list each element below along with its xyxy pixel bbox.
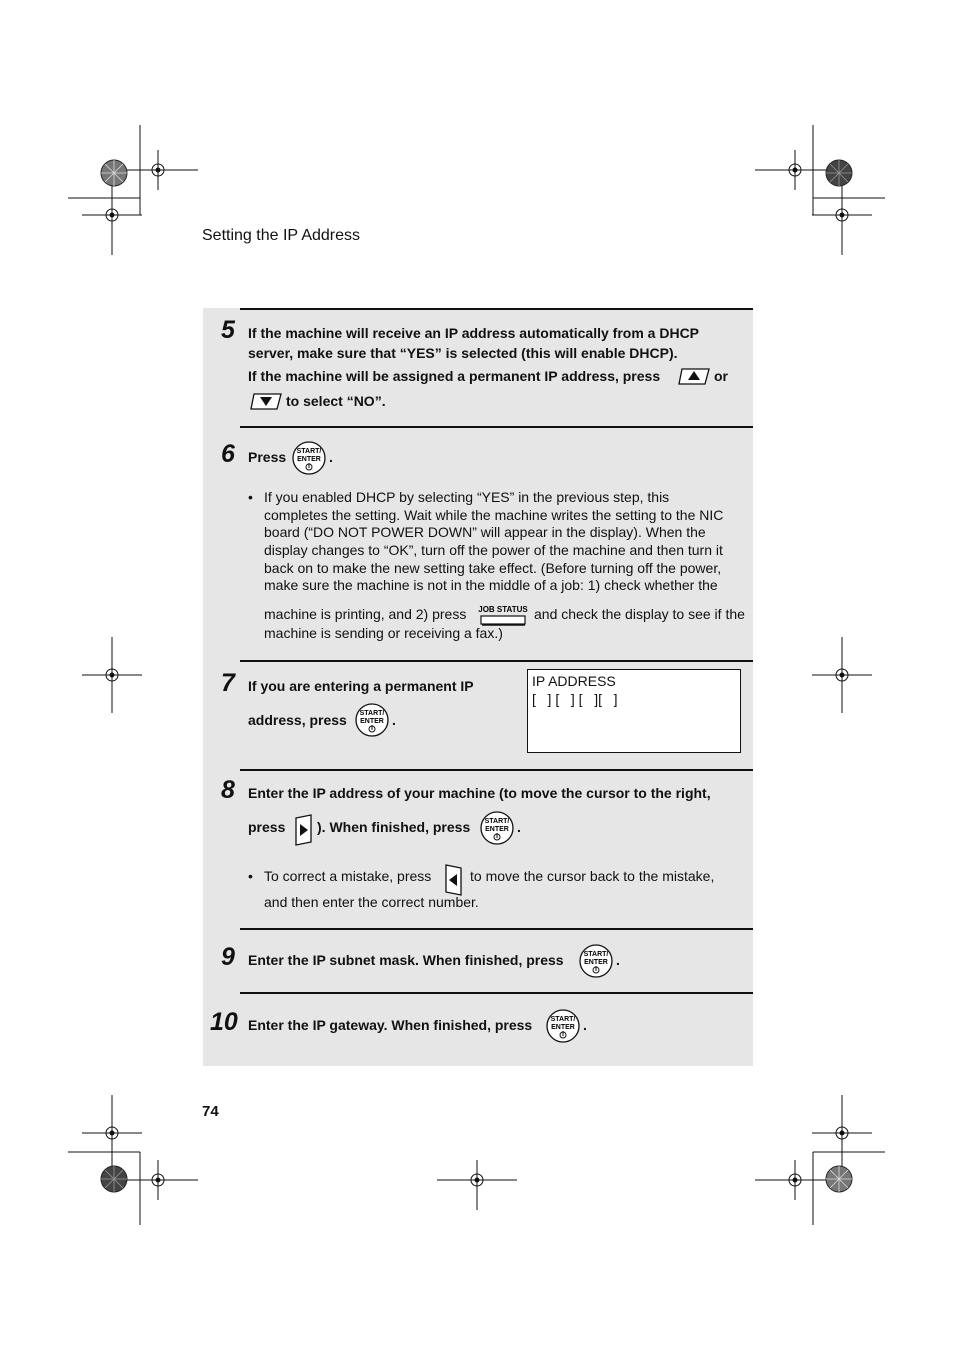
start-enter-key-icon <box>480 811 514 845</box>
up-arrow-key-icon <box>678 367 710 386</box>
step-text: Enter the IP address of your machine (to move the cursor to the right, <box>248 785 711 801</box>
lcd-line: [ ] [ ] [ ][ ] <box>532 691 618 707</box>
start-enter-key-icon <box>546 1009 580 1043</box>
step-text: . <box>329 449 333 465</box>
start-enter-key-icon <box>579 944 613 978</box>
key-label: ENTER <box>360 718 384 725</box>
step-text: If the machine will be assigned a permanent IP address, press <box>248 368 661 384</box>
key-label: START/ <box>484 818 510 825</box>
bullet-text: back on to make the new setting take effect. (Before turning off the power, <box>264 560 722 576</box>
bullet-text: completes the setting. Wait while the machine writes the setting to the NIC <box>264 507 724 523</box>
step-number: 7 <box>221 669 235 697</box>
step-divider <box>240 308 753 310</box>
lcd-display <box>527 669 741 753</box>
step-text: Enter the IP gateway. When finished, press <box>248 1017 533 1033</box>
key-label: JOB STATUS <box>478 605 528 614</box>
step-text: . <box>392 712 396 728</box>
step-number: 5 <box>221 316 235 344</box>
key-label: START/ <box>583 951 609 958</box>
step-divider <box>240 928 753 930</box>
step-text: If you are entering a permanent IP <box>248 678 474 694</box>
bullet-text: and then enter the correct number. <box>264 894 479 910</box>
step-text: . <box>517 819 521 835</box>
step-divider <box>240 992 753 994</box>
bullet-text: display changes to “OK”, turn off the power of the machine and then turn it <box>264 542 723 558</box>
bullet-text: and check the display to see if the <box>534 606 745 622</box>
bullet-text: board (“DO NOT POWER DOWN” will appear in the display). When the <box>264 524 706 540</box>
right-arrow-key-icon <box>294 814 314 846</box>
bullet-text: machine is printing, and 2) press <box>264 606 467 622</box>
step-divider <box>240 660 753 662</box>
step-text: Enter the IP subnet mask. When finished, press <box>248 952 564 968</box>
step-text: press <box>248 819 286 835</box>
start-enter-key-icon <box>355 703 389 737</box>
step-divider <box>240 769 753 771</box>
bullet: • <box>248 868 253 884</box>
step-text: or <box>714 368 728 384</box>
step-divider <box>240 426 753 428</box>
bullet-text: to move the cursor back to the mistake, <box>470 868 715 884</box>
left-arrow-key-icon <box>443 864 463 896</box>
step-text: server, make sure that “YES” is selected (this will enable DHCP). <box>248 345 678 361</box>
step-number: 9 <box>221 943 235 971</box>
key-label: ENTER <box>584 959 608 966</box>
bullet-text: make sure the machine is not in the middle of a job: 1) check whether the <box>264 577 718 593</box>
bullet: • <box>248 489 253 505</box>
page-number: 74 <box>202 1103 219 1120</box>
step-text: Press <box>248 449 287 465</box>
bullet-text: machine is sending or receiving a fax.) <box>264 625 503 641</box>
step-text: address, press <box>248 712 347 728</box>
key-label: ENTER <box>551 1024 575 1031</box>
step-text: . <box>583 1017 587 1033</box>
down-arrow-key-icon <box>250 392 282 411</box>
start-enter-key-icon <box>292 441 326 475</box>
key-label: ENTER <box>297 456 321 463</box>
key-label: START/ <box>296 448 322 455</box>
step-number: 10 <box>210 1008 238 1036</box>
step-text: . <box>616 952 620 968</box>
lcd-line: IP ADDRESS <box>532 673 616 689</box>
key-label: ENTER <box>485 826 509 833</box>
key-label: START/ <box>359 710 385 717</box>
step-text: ). When finished, press <box>317 819 471 835</box>
step-text: If the machine will receive an IP address automatically from a DHCP <box>248 325 700 341</box>
key-label: START/ <box>550 1016 576 1023</box>
step-number: 6 <box>221 440 235 468</box>
bullet-text: If you enabled DHCP by selecting “YES” in the previous step, this <box>264 489 670 505</box>
bullet-text: To correct a mistake, press <box>264 868 432 884</box>
running-header: Setting the IP Address <box>202 227 361 244</box>
step-text: to select “NO”. <box>286 393 386 409</box>
step-number: 8 <box>221 776 235 804</box>
